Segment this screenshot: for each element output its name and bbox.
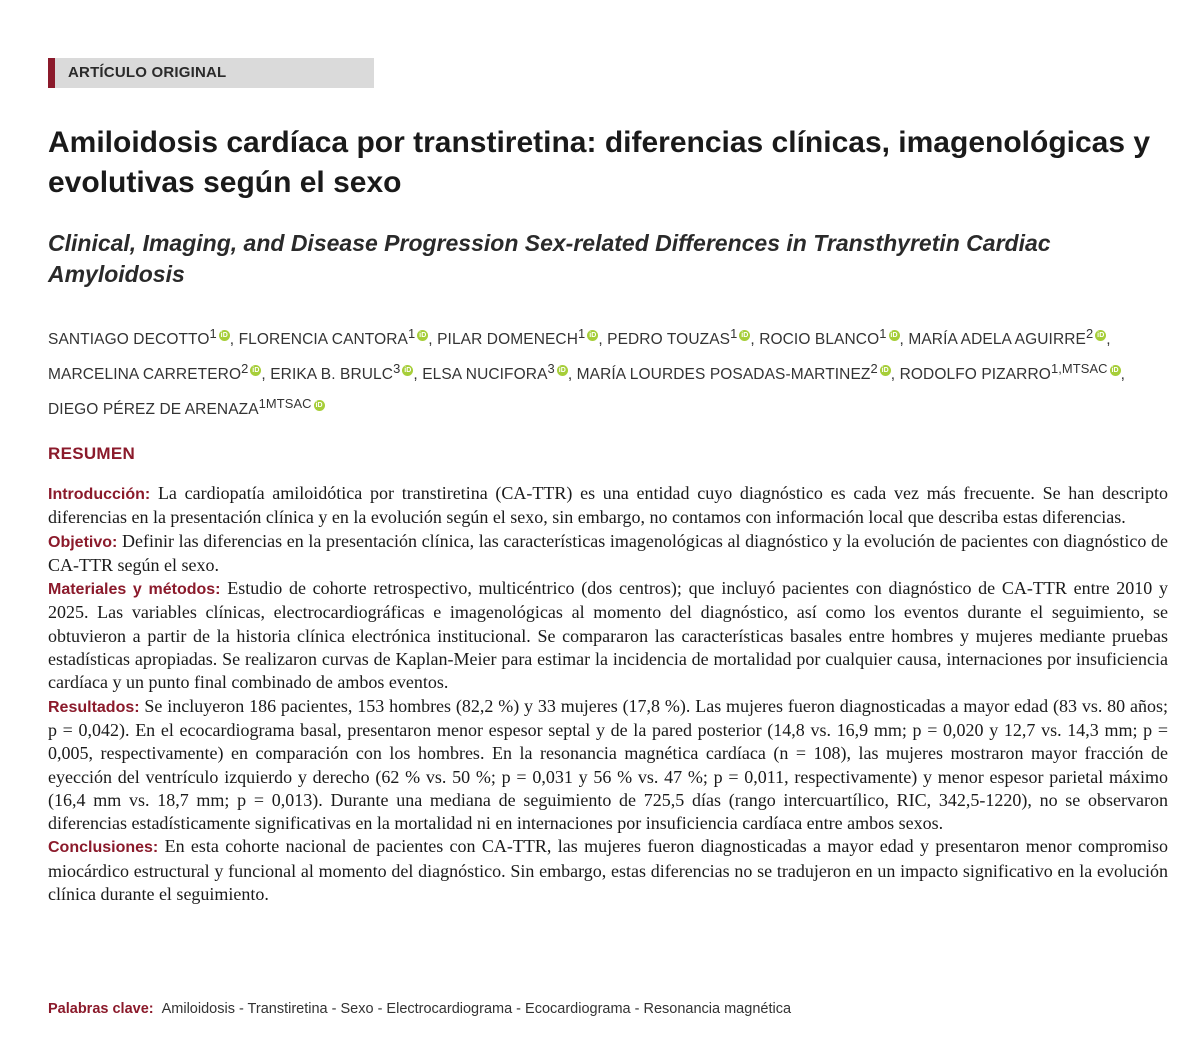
author: ERIKA B. BRULC$^3$ iD [270, 361, 412, 384]
abstract-introduccion [48, 482, 1168, 530]
orcid-icon[interactable]: iD [890, 332, 898, 340]
abstract-label: Objetivo: [48, 533, 118, 551]
resumen-heading: RESUMEN [48, 444, 136, 463]
keywords [48, 1001, 1168, 1017]
author: ROCIO BLANCO$^1$ iD [759, 326, 898, 349]
abstract-conclusiones [48, 835, 1168, 906]
orcid-icon[interactable]: iD [404, 367, 412, 375]
keywords-text: Amiloidosis - Transtiretina - Sexo - Electrocardiograma - Ecocardiograma - Resonancia magnética [161, 1001, 792, 1017]
abstract-resultados [48, 695, 1168, 836]
abstract-label: Resultados: [48, 698, 140, 716]
abstract-objetivo [48, 530, 1168, 578]
orcid-icon[interactable]: iD [1097, 332, 1105, 340]
abstract-label: Conclusiones: [48, 839, 159, 857]
orcid-icon[interactable]: iD [315, 402, 323, 410]
abstract-text: Se incluyeron 186 pacientes, 153 hombres (82,2 %) y 33 mujeres (17,8 %). Las mujeres fueron diagnosticadas a mayor edad (83 vs. 80 años; p = 0,042). En el ecocardiograma basal, presentaron menor espesor septal y de la pared posterior (14,8 vs. 16,9 mm; p = 0,020 y 12,7 vs. 14,3 mm; p = 0,005, respectivamente) en comparación con los hombres. En la resonancia magnética cardíaca (n = 108), las mujeres mostraron mayor fracción de eyección del ventrículo izquierdo y derecho (62 % vs. 50 %; p = 0,031 y 56 % vs. 47 %; p = 0,011, respectivamente) y menor espesor parietal máximo (16,4 mm vs. 18,7 mm; p = 0,013). Durante una mediana de seguimiento de 725,5 días (rango intercuartílico, RIC, 342,5-1220), no se observaron diferencias estadísticamente significativas en la mortalidad ni en internaciones por insuficiencia cardíaca entre ambos sexos. [48, 695, 1169, 834]
article-title: Amiloidosis cardíaca por transtiretina: diferencias clínicas, imagenológicas y evolutivas según el sexo [48, 126, 1151, 199]
abstract-text: La cardiopatía amiloidótica por transtiretina (CA-TTR) es una entidad cuyo diagnóstico es cada vez más frecuente. Se han descripto diferencias en la presentación clínica y en la evolución según el sexo, sin embargo, no contamos con información local que describa estas diferencias. [48, 483, 1168, 528]
author-list: SANTIAGO DECOTTO$^1$ iD , FLORENCIA CANTORA$^1$ iD , PILAR DOMENECH$^1$ iD , PEDRO TOUZAS$^1$ iD , ROCIO BLANCO$^1$ iD , MARÍA ADELA AGUIRRE$^2$ iD , MARCELINA CARRETERO$^2$ iD , ERIKA B. BRULC$^3$ iD , ELSA NUCIFORA$^3$ iD , MARÍA LOURDES POSADAS-MARTINEZ$^2$ iD , RODOLFO $PIZARRO^{1,MTSAC}$ iD , DIEGO PÉREZ DE $ARENAZA^{1MTSAC}$ iD [48, 326, 1125, 419]
author: MARÍA ADELA AGUIRRE$^2$ iD [908, 326, 1105, 349]
author: DIEGO PÉREZ DE $ARENAZA^{1MTSAC}$ iD [48, 396, 323, 419]
author: FLORENCIA CANTORA$^1$ iD [238, 326, 427, 349]
author: MARCELINA CARRETERO$^2$ iD [48, 361, 260, 384]
author: PILAR DOMENECH$^1$ iD [437, 326, 597, 349]
article-subtitle-english: Clinical, Imaging, and Disease Progression Sex-related Differences in Transthyretin Cardiac Amyloidosis [48, 230, 1051, 287]
abstract-label: Materiales y métodos: [48, 581, 221, 599]
abstract-materiales [48, 577, 1168, 694]
abstract-text: Estudio de cohorte retrospectivo, multicéntrico (dos centros); que incluyó pacientes con diagnóstico de CA-TTR entre 2010 y 2025. Las variables clínicas, electrocardiográficas e imagenológicas al momento del diagnóstico, así como los eventos durante el seguimiento, se obtuvieron a partir de la historia clínica electrónica institucional. Se compararon las características basales entre hombres y mujeres mediante pruebas estadísticas apropiadas. Se realizaron curvas de Kaplan-Meier para estimar la incidencia de mortalidad por cualquier causa, internaciones por insuficiencia cardíaca y un punto final combinado de ambos eventos. [48, 578, 1169, 693]
keywords-label: Palabras clave: [48, 1001, 154, 1017]
orcid-icon[interactable]: iD [252, 367, 260, 375]
orcid-icon[interactable]: iD [558, 367, 566, 375]
author: SANTIAGO DECOTTO$^1$ iD [48, 326, 228, 349]
author: MARÍA LOURDES POSADAS-MARTINEZ$^2$ iD [576, 361, 889, 384]
abstract-text: Definir las diferencias en la presentación clínica, las características imagenológicas al diagnóstico y la evolución de pacientes con diagnóstico de CA-TTR según el sexo. [48, 530, 1169, 575]
orcid-icon[interactable]: iD [881, 367, 889, 375]
orcid-icon[interactable]: iD [589, 332, 597, 340]
abstract-text: En esta cohorte nacional de pacientes con CA-TTR, las mujeres fueron diagnosticadas a mayor edad y presentaron menor compromiso miocárdico estructural y funcional al momento del diagnóstico. Sin embargo, estas diferencias no se tradujeron en un impacto significativo en la evolución clínica durante el seguimiento. [48, 836, 1169, 905]
orcid-icon[interactable]: iD [419, 332, 427, 340]
orcid-icon[interactable]: iD [741, 332, 749, 340]
author: PEDRO TOUZAS$^1$ iD [607, 326, 749, 349]
orcid-icon[interactable]: iD [220, 332, 228, 340]
abstract [48, 482, 1168, 906]
author: ELSA NUCIFORA$^3$ iD [422, 361, 566, 384]
author: RODOLFO $PIZARRO^{1,MTSAC}$ iD [899, 361, 1119, 384]
orcid-icon[interactable]: iD [1111, 367, 1119, 375]
section-tag: ARTÍCULO ORIGINAL [48, 58, 374, 88]
abstract-label: Introducción: [48, 486, 151, 503]
